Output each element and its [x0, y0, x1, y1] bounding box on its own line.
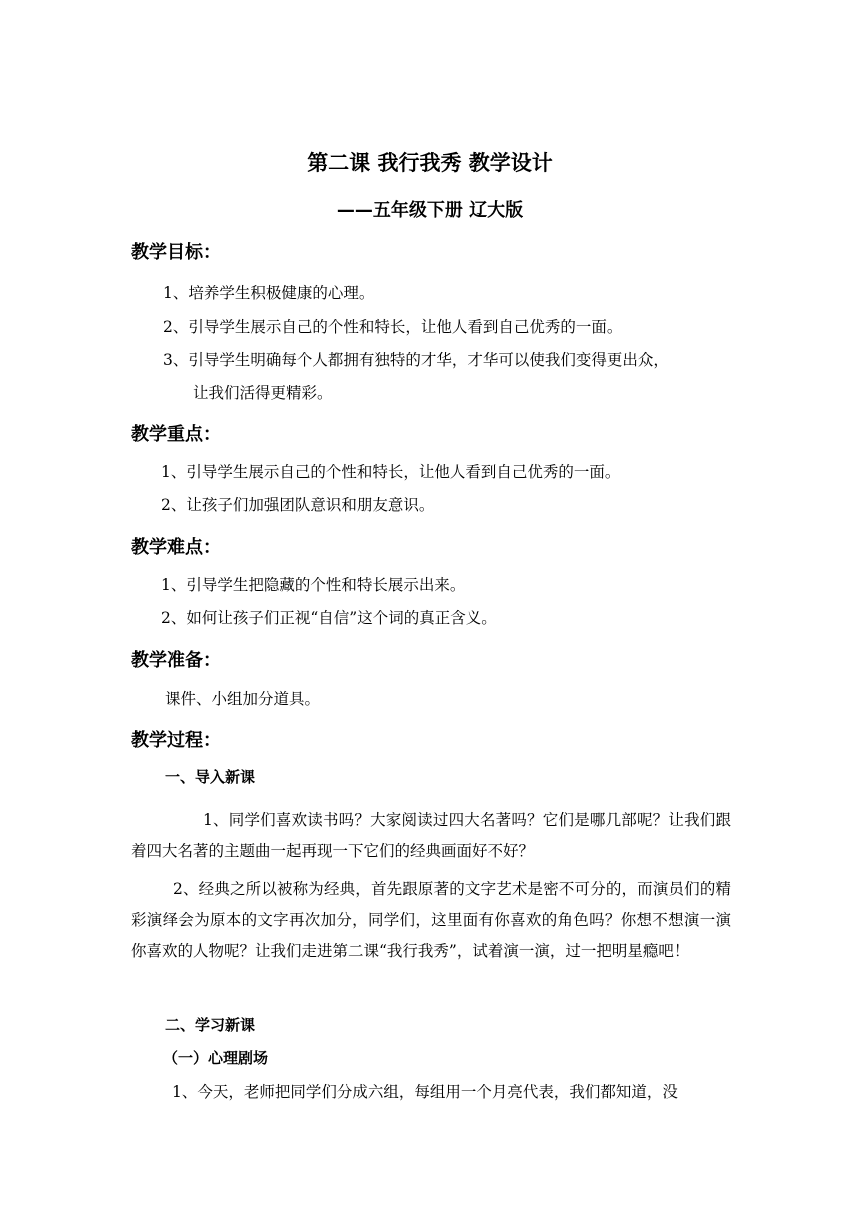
- objectives-heading: 教学目标：: [131, 242, 221, 263]
- key-point-item-2: 2、让孩子们加强团队意识和朋友意识。: [161, 496, 435, 514]
- key-points-heading: 教学重点：: [131, 424, 221, 445]
- document-subtitle: ——五年级下册 辽大版: [336, 200, 524, 221]
- section1-heading: （一）心理剧场: [163, 1049, 269, 1067]
- objective-item-1: 1、培养学生积极健康的心理。: [163, 284, 375, 302]
- part1-paragraph-1: 1、同学们喜欢读书吗？大家阅读过四大名著吗？它们是哪几部呢？让我们跟着四大名著的主题曲一起再现一下它们的经典画面好不好？: [131, 811, 731, 860]
- key-point-item-1: 1、引导学生展示自己的个性和特长，让他人看到自己优秀的一面。: [161, 463, 621, 481]
- part1-heading: 一、导入新课: [165, 768, 256, 786]
- document-title: 第二课 我行我秀 教学设计: [307, 151, 553, 175]
- difficulty-item-2: 2、如何让孩子们正视“自信”这个词的真正含义。: [161, 609, 497, 627]
- process-heading: 教学过程：: [131, 730, 221, 751]
- objective-item-2: 2、引导学生展示自己的个性和特长，让他人看到自己优秀的一面。: [163, 318, 623, 336]
- part2-paragraph-1: 1、今天，老师把同学们分成六组，每组用一个月亮代表，我们都知道，没: [172, 1083, 678, 1101]
- part2-heading: 二、学习新课: [165, 1016, 256, 1034]
- objective-item-3: 3、引导学生明确每个人都拥有独特的才华，才华可以使我们变得更出众，: [163, 351, 669, 369]
- difficulty-item-1: 1、引导学生把隐藏的个性和特长展示出来。: [161, 576, 466, 594]
- objective-item-3-cont: 让我们活得更精彩。: [193, 384, 333, 402]
- difficulties-heading: 教学难点：: [131, 537, 221, 558]
- part1-paragraph-2: 2、经典之所以被称为经典，首先跟原著的文字艺术是密不可分的，而演员们的精彩演绎会为原本的文字再次加分，同学们，这里面有你喜欢的角色吗？你想不想演一演你喜欢的人物呢？让我们走进第二课“我行我秀”，试着演一演，过一把明星瘾吧！: [131, 880, 731, 960]
- preparation-text: 课件、小组加分道具。: [165, 690, 321, 708]
- preparation-heading: 教学准备：: [131, 650, 221, 671]
